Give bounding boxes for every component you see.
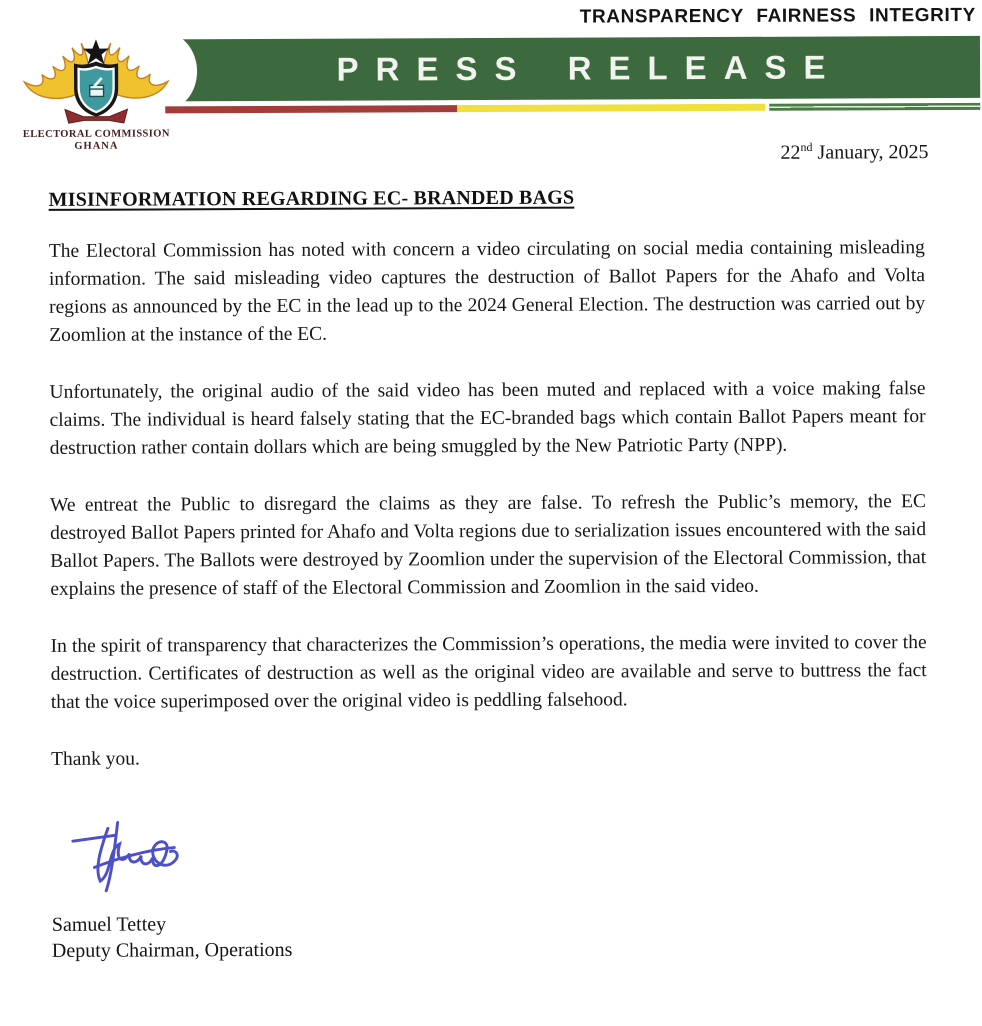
- stripe-red: [165, 105, 457, 113]
- logo-caption: [10, 128, 182, 153]
- signatory-name: Samuel Tettey: [52, 908, 928, 938]
- signatory-block: [52, 908, 928, 964]
- paragraph-4: In the spirit of transparency that characterizes the Commission’s operations, the media were invited to cover the destruction. Certificates of destruction as well as the original video are available and serve to buttress the fact that the voice superimposed over the original video is peddling falsehood.: [51, 629, 927, 717]
- signature-icon: [63, 816, 193, 895]
- motto-text: TRANSPARENCY FAIRNESS INTEGRITY: [580, 5, 976, 29]
- stripe-green: [769, 103, 980, 111]
- electoral-commission-logo: [10, 35, 183, 153]
- coat-of-arms-icon: [10, 35, 182, 128]
- letter-body: [49, 185, 928, 964]
- logo-org-name: ELECTORAL COMMISSION: [10, 128, 182, 141]
- logo-org-country: GHANA: [10, 140, 182, 153]
- document-title: MISINFORMATION REGARDING EC- BRANDED BAGS: [49, 185, 925, 212]
- tricolor-stripe: [165, 103, 980, 114]
- banner-title: PRESS RELEASE: [337, 48, 843, 88]
- press-release-banner: [165, 36, 980, 102]
- date-rest: January, 2025: [812, 141, 928, 164]
- dateline: [780, 141, 928, 165]
- closing-text: Thank you.: [51, 742, 927, 774]
- paragraph-1: The Electoral Commission has noted with concern a video circulating on social media containing misleading information. The said misleading video captures the destruction of Ballot Papers for the Ahafo and Volta regions as announced by the EC in the lead up to the 2024 General Election. The destruction was carried out by Zoomlion at the instance of the EC.: [49, 234, 925, 350]
- date-ordinal: nd: [800, 140, 812, 154]
- date-day: 22: [780, 142, 800, 164]
- paragraph-2: Unfortunately, the original audio of the said video has been muted and replaced with a voice making false claims. The individual is heard falsely stating that the EC-branded bags which contain Ballot Papers meant for destruction rather contain dollars which are being smuggled by the New Patriotic Party (NPP).: [49, 375, 925, 463]
- paragraph-3: We entreat the Public to disregard the claims as they are false. To refresh the Public’s memory, the EC destroyed Ballot Papers printed for Ahafo and Volta regions due to serialization issues encountered with the said Ballot Papers. The Ballots were destroyed by Zoomlion under the supervision of the Electoral Commission, that explains the presence of staff of the Electoral Commission and Zoomlion in the said video.: [50, 488, 926, 604]
- signatory-role: Deputy Chairman, Operations: [52, 934, 928, 964]
- stripe-yellow: [457, 104, 765, 112]
